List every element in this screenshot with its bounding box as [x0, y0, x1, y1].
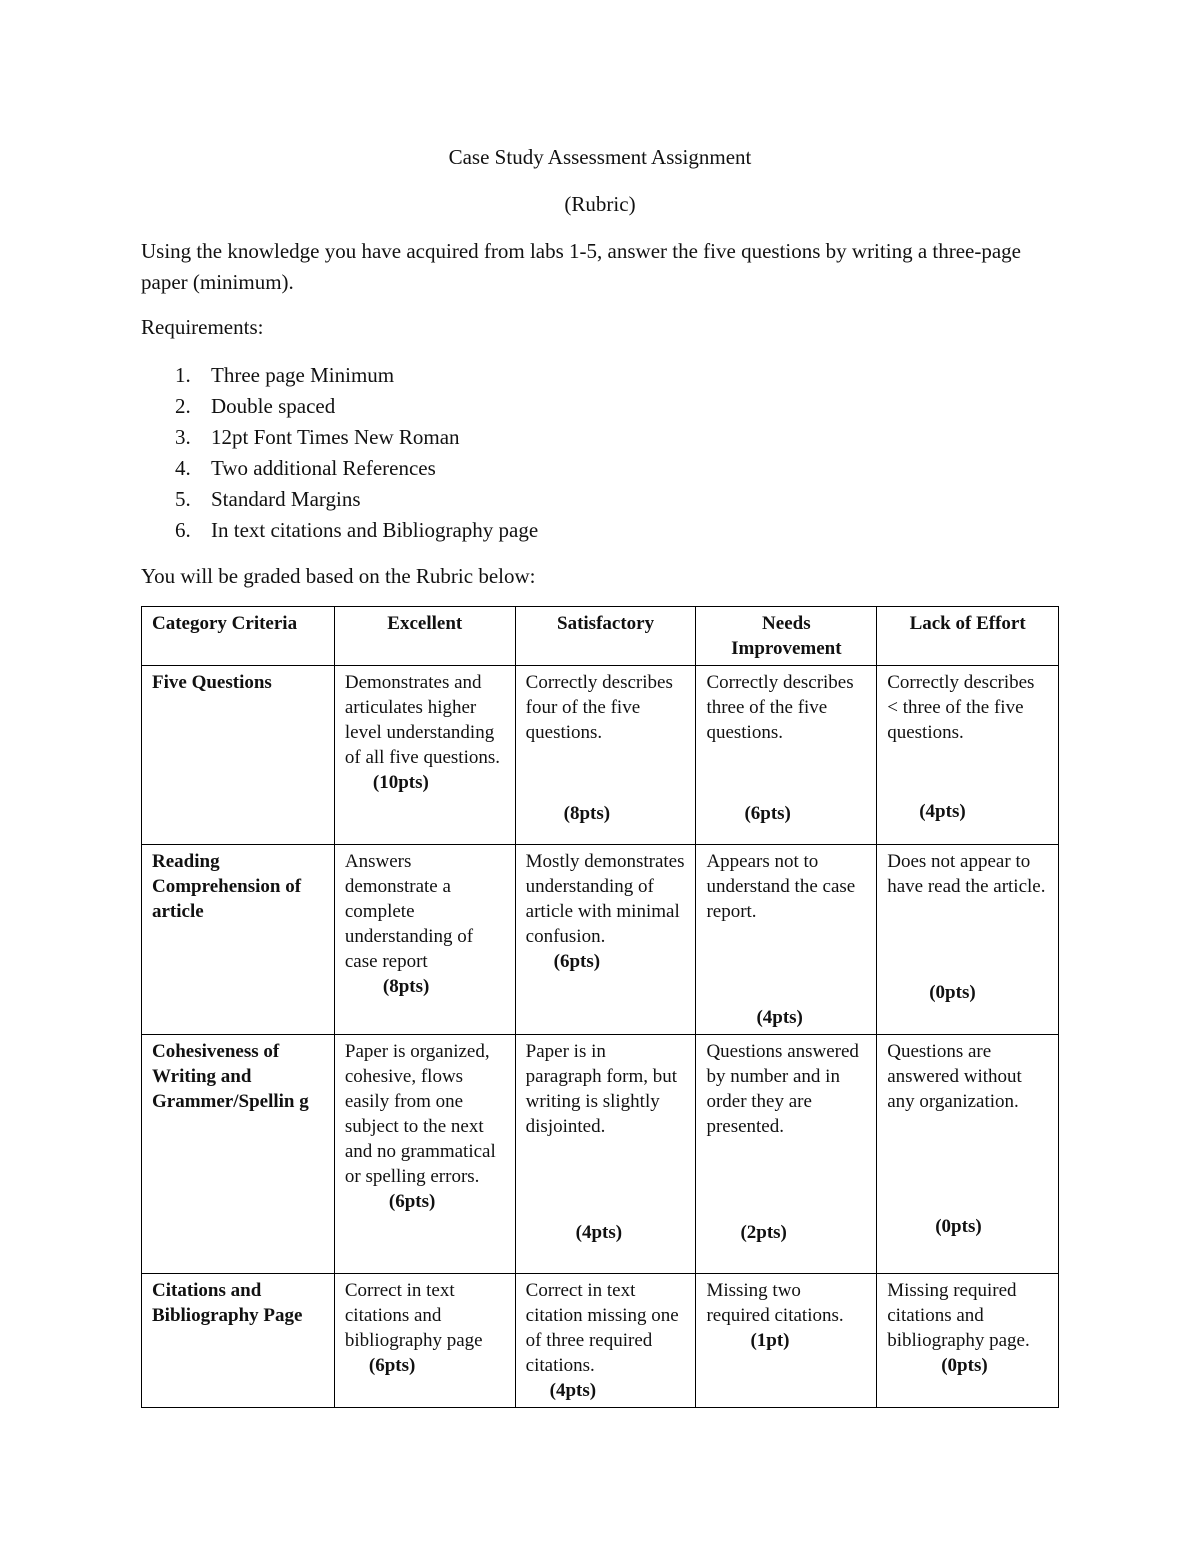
criteria-cell [334, 1274, 515, 1408]
category-cell: Citations and Bibliography Page [142, 1274, 335, 1408]
graded-note: You will be graded based on the Rubric below: [141, 564, 536, 588]
criteria-text: Correct in text citation missing one of three required citations. [525, 1280, 679, 1376]
criteria-cell [696, 845, 877, 1035]
points-label: (0pts) [929, 982, 976, 1003]
criteria-cell [877, 666, 1059, 845]
criteria-text: Demonstrates and articulates higher level understanding of all five questions. [344, 672, 501, 768]
category-cell: Reading Comprehension of article [142, 845, 335, 1035]
points-label: (0pts) [935, 1216, 982, 1237]
criteria-cell [877, 1035, 1059, 1274]
document-subtitle: (Rubric) [564, 192, 636, 216]
requirement-item [141, 453, 538, 484]
points-label: (8pts) [563, 803, 611, 824]
points-label: (1pt) [750, 1330, 790, 1351]
requirement-number: 1. [175, 363, 191, 387]
requirement-text: Two additional References [211, 456, 436, 480]
points-label: (2pts) [740, 1222, 787, 1243]
criteria-text: Answers demonstrate a complete understanding of case report [344, 851, 474, 972]
criteria-cell [334, 845, 515, 1035]
requirement-text: In text citations and Bibliography page [211, 518, 539, 542]
points-label: (6pts) [368, 1355, 416, 1376]
category-cell: Five Questions [142, 666, 335, 845]
criteria-cell [696, 1035, 877, 1274]
requirement-number: 5. [175, 487, 191, 511]
criteria-text: Missing two required citations. [706, 1280, 844, 1326]
criteria-text: Paper is in paragraph form, but writing is slightly disjointed. [525, 1041, 678, 1137]
requirement-item [141, 515, 538, 546]
table-row [142, 845, 1059, 1035]
requirement-item [141, 484, 538, 515]
requirement-item [141, 391, 538, 422]
criteria-text: Paper is organized, cohesive, flows easily from one subject to the next and no grammatical or spelling errors. [344, 1041, 496, 1187]
requirements-heading: Requirements: [141, 315, 264, 339]
document-title: Case Study Assessment Assignment [448, 145, 752, 169]
points-label: (4pts) [575, 1222, 623, 1243]
points-label: (6pts) [388, 1191, 436, 1212]
points-label: (4pts) [549, 1380, 597, 1401]
criteria-text: Mostly demonstrates understanding of article with minimal confusion. [525, 851, 685, 947]
criteria-text: Correct in text citations and bibliography page [344, 1280, 483, 1351]
points-label: (0pts) [941, 1355, 988, 1376]
criteria-cell [515, 1274, 696, 1408]
header-excellent: Excellent [334, 607, 515, 666]
points-label: (4pts) [756, 1007, 803, 1028]
criteria-cell [515, 1035, 696, 1274]
points-label: (10pts) [372, 772, 429, 793]
header-category-criteria: Category Criteria [142, 607, 335, 666]
requirement-text: Standard Margins [211, 487, 361, 511]
requirement-item [141, 360, 538, 391]
requirement-number: 2. [175, 394, 191, 418]
category-cell: Cohesiveness of Writing and Grammer/Spellin g [142, 1035, 335, 1274]
table-row [142, 1274, 1059, 1408]
intro-paragraph: Using the knowledge you have acquired from labs 1-5, answer the five questions by writing a three-page paper (minimum). [141, 239, 1021, 294]
points-label: (6pts) [744, 803, 791, 824]
criteria-text: Questions answered by number and in order they are presented. [706, 1041, 859, 1137]
criteria-cell [696, 666, 877, 845]
requirement-number: 3. [175, 425, 191, 449]
criteria-cell [515, 845, 696, 1035]
criteria-cell [334, 666, 515, 845]
rubric-table [141, 606, 1059, 1408]
requirement-item [141, 422, 538, 453]
points-label: (4pts) [919, 801, 966, 822]
criteria-text: Correctly describes < three of the five questions. [887, 672, 1035, 743]
criteria-cell [696, 1274, 877, 1408]
criteria-text: Correctly describes four of the five questions. [525, 672, 673, 743]
criteria-text: Questions are answered without any organization. [887, 1041, 1022, 1112]
requirement-number: 6. [175, 518, 191, 542]
criteria-text: Missing required citations and bibliography page. [887, 1280, 1030, 1351]
criteria-cell [877, 1274, 1059, 1408]
requirement-text: Three page Minimum [211, 363, 395, 387]
points-label: (8pts) [382, 976, 430, 997]
criteria-text: Does not appear to have read the article. [887, 851, 1046, 897]
requirement-number: 4. [175, 456, 191, 480]
requirements-list [141, 360, 538, 546]
criteria-cell [334, 1035, 515, 1274]
rubric-header-row [142, 607, 1059, 666]
table-row [142, 1035, 1059, 1274]
criteria-text: Appears not to understand the case report. [706, 851, 856, 922]
header-needs-improvement: Needs Improvement [696, 607, 877, 666]
header-satisfactory: Satisfactory [515, 607, 696, 666]
criteria-cell [515, 666, 696, 845]
criteria-text: Correctly describes three of the five questions. [706, 672, 854, 743]
criteria-cell [877, 845, 1059, 1035]
points-label: (6pts) [553, 951, 601, 972]
table-row [142, 666, 1059, 845]
header-lack-of-effort: Lack of Effort [877, 607, 1059, 666]
requirement-text: 12pt Font Times New Roman [211, 425, 460, 449]
requirement-text: Double spaced [211, 394, 336, 418]
